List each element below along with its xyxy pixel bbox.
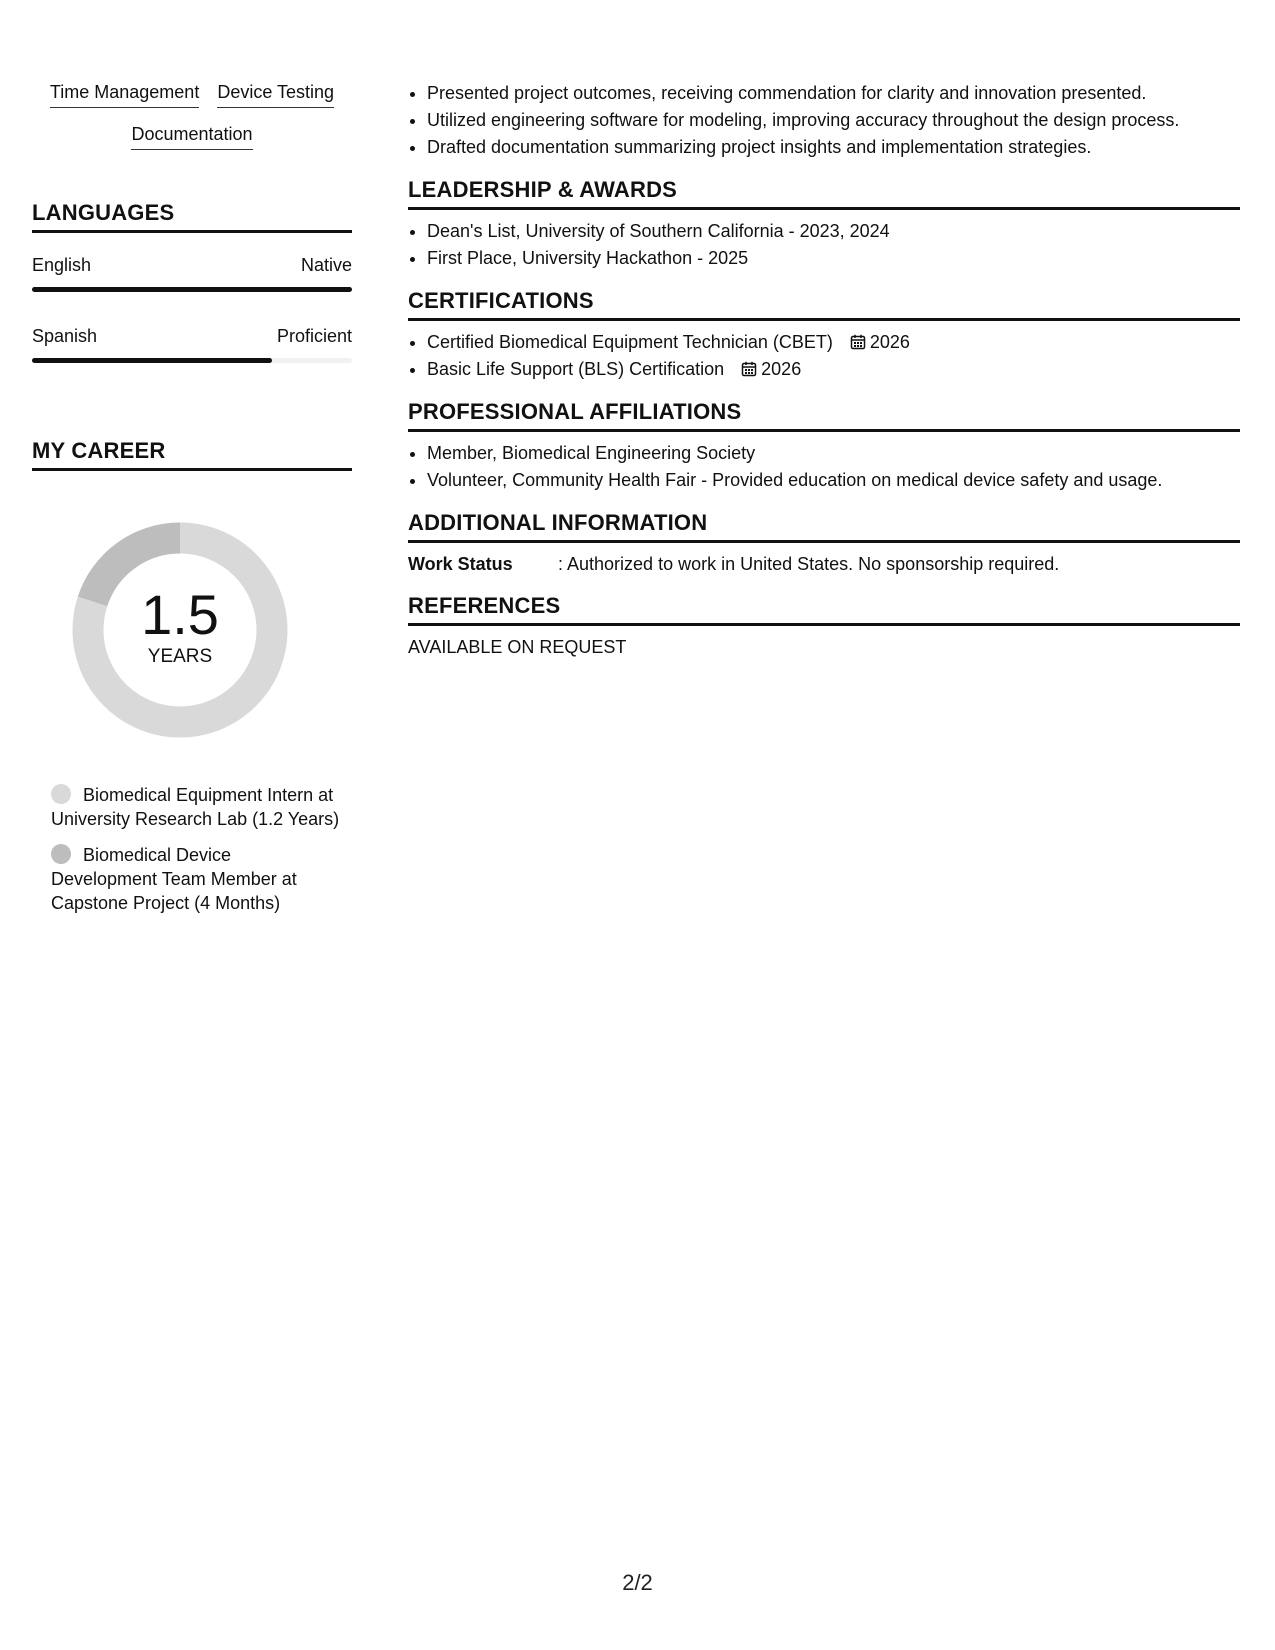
experience-bullet: • Utilized engineering software for modeling, improving accuracy throughout the design process. bbox=[427, 107, 1240, 134]
certification-name: Certified Biomedical Equipment Technician (CBET) bbox=[427, 332, 833, 352]
affiliations-list bbox=[408, 440, 1240, 494]
work-status-row bbox=[408, 551, 1240, 577]
leadership-item: • Dean's List, University of Southern California - 2023, 2024 bbox=[427, 218, 1240, 245]
career-total-unit: YEARS bbox=[147, 646, 213, 667]
language-bar-fill bbox=[32, 358, 272, 363]
certification-year: 2026 bbox=[761, 359, 802, 379]
skills-tags bbox=[32, 80, 352, 150]
career-legend-item bbox=[51, 843, 340, 915]
leadership-list bbox=[408, 218, 1240, 272]
certification-year: 2026 bbox=[869, 332, 910, 352]
affiliations-heading: PROFESSIONAL AFFILIATIONS bbox=[408, 399, 1240, 432]
career-role: Biomedical Equipment Intern at University Research Lab (1.2 Years) bbox=[51, 785, 340, 829]
language-bar-fill bbox=[32, 287, 352, 292]
affiliation-item: • Member, Biomedical Engineering Society bbox=[427, 440, 1240, 467]
work-status-label: Work Status bbox=[408, 554, 513, 574]
career-legend-item bbox=[51, 783, 340, 831]
language-name: Spanish bbox=[32, 326, 98, 346]
career-heading: MY CAREER bbox=[32, 438, 352, 471]
career-legend bbox=[32, 783, 352, 915]
language-level: Native bbox=[300, 255, 352, 275]
experience-bullets bbox=[408, 80, 1240, 161]
leadership-heading: LEADERSHIP & AWARDS bbox=[408, 177, 1240, 210]
legend-dot bbox=[51, 784, 71, 804]
certification-name: Basic Life Support (BLS) Certification bbox=[427, 359, 725, 379]
certification-item bbox=[427, 356, 1240, 383]
certifications-list bbox=[408, 329, 1240, 383]
experience-bullet: • Drafted documentation summarizing project insights and implementation strategies. bbox=[427, 134, 1240, 161]
skill-tag: Time Management bbox=[50, 80, 199, 108]
affiliation-item: • Volunteer, Community Health Fair - Provided education on medical device safety and usage. bbox=[427, 467, 1240, 494]
certification-item bbox=[427, 329, 1240, 356]
certifications-heading: CERTIFICATIONS bbox=[408, 288, 1240, 321]
legend-dot bbox=[51, 844, 71, 864]
donut-center bbox=[65, 515, 295, 745]
skill-tag: Documentation bbox=[131, 122, 252, 150]
skill-tag: Device Testing bbox=[217, 80, 334, 108]
calendar-icon bbox=[741, 361, 757, 377]
work-status-value: : Authorized to work in United States. No sponsorship required. bbox=[558, 554, 1060, 574]
career-total-years: 1.5 bbox=[141, 583, 219, 646]
language-bar-track bbox=[32, 358, 352, 363]
page-number: 2/2 bbox=[622, 1570, 653, 1595]
language-item-spanish bbox=[32, 324, 352, 363]
leadership-item: • First Place, University Hackathon - 2025 bbox=[427, 245, 1240, 272]
experience-bullet: • Presented project outcomes, receiving commendation for clarity and innovation presented. bbox=[427, 80, 1240, 107]
references-text: AVAILABLE ON REQUEST bbox=[408, 637, 627, 657]
language-item-english bbox=[32, 253, 352, 292]
language-level: Proficient bbox=[276, 326, 352, 346]
career-role: Biomedical Device Development Team Member at Capstone Project (4 Months) bbox=[51, 845, 297, 913]
calendar-icon bbox=[850, 334, 866, 350]
languages-heading: LANGUAGES bbox=[32, 200, 352, 233]
additional-info-heading: ADDITIONAL INFORMATION bbox=[408, 510, 1240, 543]
language-name: English bbox=[32, 255, 92, 275]
left-column bbox=[32, 80, 352, 927]
career-donut-chart bbox=[65, 515, 295, 745]
language-bar-track bbox=[32, 287, 352, 292]
right-column bbox=[408, 80, 1240, 660]
references-heading: REFERENCES bbox=[408, 593, 1240, 626]
